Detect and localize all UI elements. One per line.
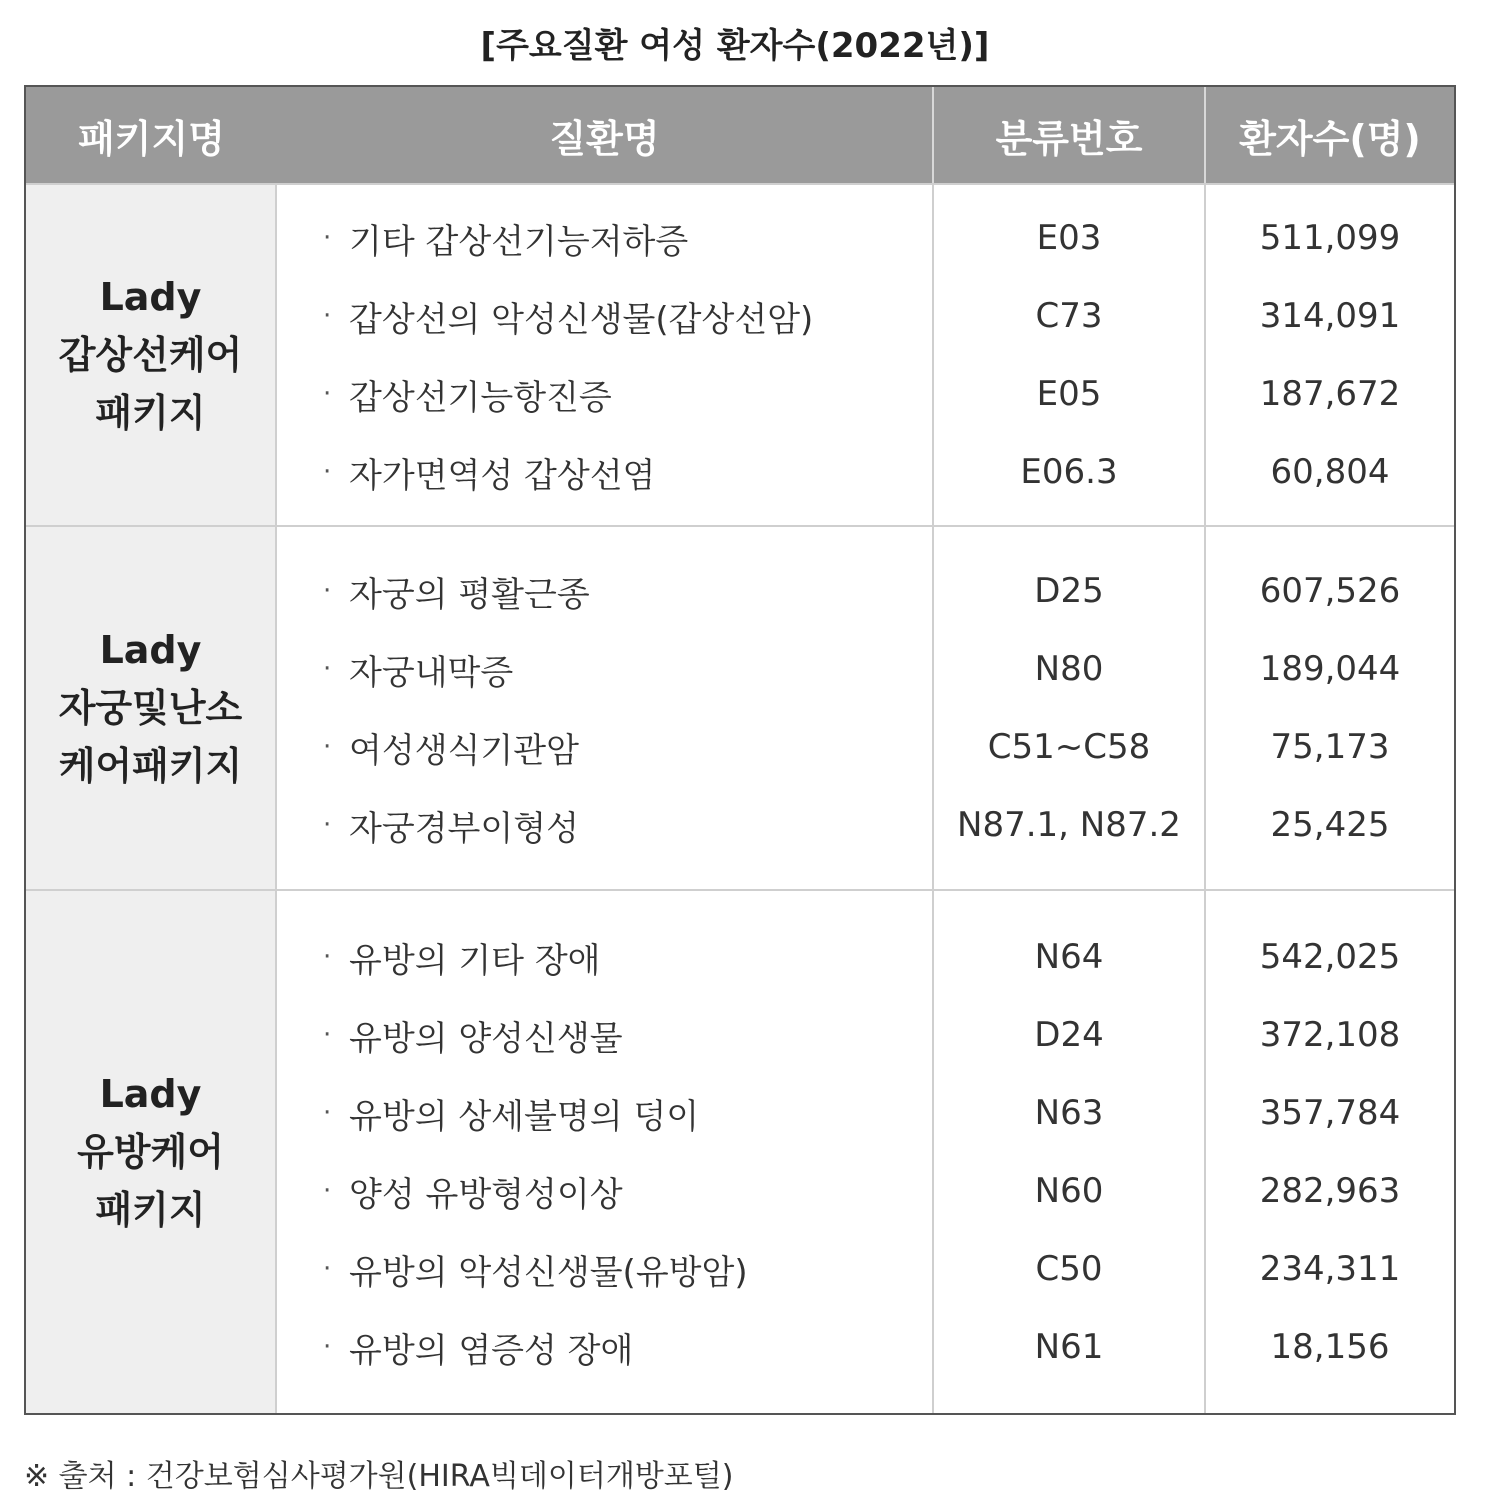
patient-count: 25,425 bbox=[1270, 805, 1390, 845]
patient-count: 314,091 bbox=[1259, 296, 1401, 336]
bullet-icon: · bbox=[323, 379, 332, 409]
patient-count: 372,108 bbox=[1259, 1015, 1401, 1055]
classification-code: N64 bbox=[1034, 937, 1104, 977]
bullet-icon: · bbox=[323, 654, 332, 684]
classification-code: E06.3 bbox=[1020, 452, 1118, 492]
patient-count: 234,311 bbox=[1259, 1249, 1401, 1289]
package-group-thyroid bbox=[26, 183, 1454, 525]
disease-name: · 유방의 기타 장애 bbox=[323, 940, 601, 981]
package-name-line: Lady bbox=[99, 1072, 202, 1116]
bullet-icon: · bbox=[323, 301, 332, 331]
disease-name: · 유방의 염증성 장애 bbox=[323, 1330, 634, 1371]
code-column bbox=[932, 527, 1204, 889]
patient-count: 607,526 bbox=[1259, 571, 1401, 611]
patient-count: 187,672 bbox=[1259, 374, 1401, 414]
patients-column bbox=[1204, 185, 1454, 525]
table-header-row bbox=[26, 87, 1454, 183]
bullet-icon: · bbox=[323, 1332, 332, 1362]
classification-code: N63 bbox=[1034, 1093, 1104, 1133]
code-column bbox=[932, 891, 1204, 1413]
disease-name: · 갑상선의 악성신생물(갑상선암) bbox=[323, 299, 814, 340]
classification-code: E03 bbox=[1036, 218, 1102, 258]
bullet-icon: · bbox=[323, 1020, 332, 1050]
disease-name: · 유방의 악성신생물(유방암) bbox=[323, 1252, 748, 1293]
bullet-icon: · bbox=[323, 810, 332, 840]
package-name-line: 자궁및난소 bbox=[58, 686, 243, 730]
classification-code: E05 bbox=[1036, 374, 1102, 414]
disease-name: · 양성 유방형성이상 bbox=[323, 1174, 623, 1215]
patients-column bbox=[1204, 527, 1454, 889]
bullet-icon: · bbox=[323, 576, 332, 606]
classification-code: N61 bbox=[1034, 1327, 1104, 1367]
patient-count: 18,156 bbox=[1270, 1327, 1390, 1367]
disease-name: · 유방의 상세불명의 덩이 bbox=[323, 1096, 700, 1137]
disease-name: · 갑상선기능항진증 bbox=[323, 377, 612, 418]
patients-column bbox=[1204, 891, 1454, 1413]
source-note: ※ 출처 : 건강보험심사평가원(HIRA빅데이터개방포털) bbox=[24, 1459, 734, 1494]
package-name-line: Lady bbox=[99, 628, 202, 672]
patients-table bbox=[24, 85, 1456, 1415]
disease-name: · 기타 갑상선기능저하증 bbox=[323, 221, 689, 262]
header-disease: 질환명 bbox=[549, 116, 660, 161]
patient-count: 75,173 bbox=[1270, 727, 1390, 767]
header-code: 분류번호 bbox=[932, 87, 1204, 183]
package-name-line: 패키지 bbox=[95, 1188, 206, 1232]
classification-code: C50 bbox=[1035, 1249, 1103, 1289]
disease-column bbox=[277, 527, 932, 889]
patient-count: 60,804 bbox=[1270, 452, 1390, 492]
table-title: [주요질환 여성 환자수(2022년)] bbox=[480, 26, 990, 66]
package-group-uterus-ovary bbox=[26, 525, 1454, 889]
classification-code: N60 bbox=[1034, 1171, 1104, 1211]
disease-name: · 자궁의 평활근종 bbox=[323, 574, 590, 615]
classification-code: C51~C58 bbox=[987, 727, 1151, 767]
disease-name: · 유방의 양성신생물 bbox=[323, 1018, 623, 1059]
classification-code: C73 bbox=[1035, 296, 1103, 336]
package-name-cell bbox=[26, 185, 277, 525]
classification-code: D25 bbox=[1034, 571, 1104, 611]
disease-name: · 자궁경부이형성 bbox=[323, 808, 579, 849]
disease-name: · 자가면역성 갑상선염 bbox=[323, 455, 656, 496]
package-group-breast bbox=[26, 889, 1454, 1413]
patient-count: 189,044 bbox=[1259, 649, 1401, 689]
patient-count: 542,025 bbox=[1259, 937, 1401, 977]
disease-column bbox=[277, 185, 932, 525]
package-name-line: 갑상선케어 bbox=[58, 333, 243, 377]
bullet-icon: · bbox=[323, 457, 332, 487]
classification-code: D24 bbox=[1034, 1015, 1104, 1055]
disease-column bbox=[277, 891, 932, 1413]
bullet-icon: · bbox=[323, 1254, 332, 1284]
patient-count: 282,963 bbox=[1259, 1171, 1401, 1211]
disease-name: · 여성생식기관암 bbox=[323, 730, 579, 771]
classification-code: N80 bbox=[1034, 649, 1104, 689]
package-name-cell bbox=[26, 527, 277, 889]
package-name-line: 케어패키지 bbox=[58, 744, 243, 788]
patient-count: 511,099 bbox=[1259, 218, 1401, 258]
disease-name: · 자궁내막증 bbox=[323, 652, 514, 693]
bullet-icon: · bbox=[323, 223, 332, 253]
package-name-line: Lady bbox=[99, 275, 202, 319]
package-name-line: 패키지 bbox=[95, 391, 206, 435]
patient-count: 357,784 bbox=[1259, 1093, 1401, 1133]
bullet-icon: · bbox=[323, 732, 332, 762]
package-name-cell bbox=[26, 891, 277, 1413]
header-patients: 환자수(명) bbox=[1204, 87, 1454, 183]
bullet-icon: · bbox=[323, 942, 332, 972]
classification-code: N87.1, N87.2 bbox=[957, 805, 1181, 845]
bullet-icon: · bbox=[323, 1098, 332, 1128]
bullet-icon: · bbox=[323, 1176, 332, 1206]
header-package: 패키지명 bbox=[78, 116, 225, 161]
code-column bbox=[932, 185, 1204, 525]
package-name-line: 유방케어 bbox=[77, 1130, 224, 1174]
